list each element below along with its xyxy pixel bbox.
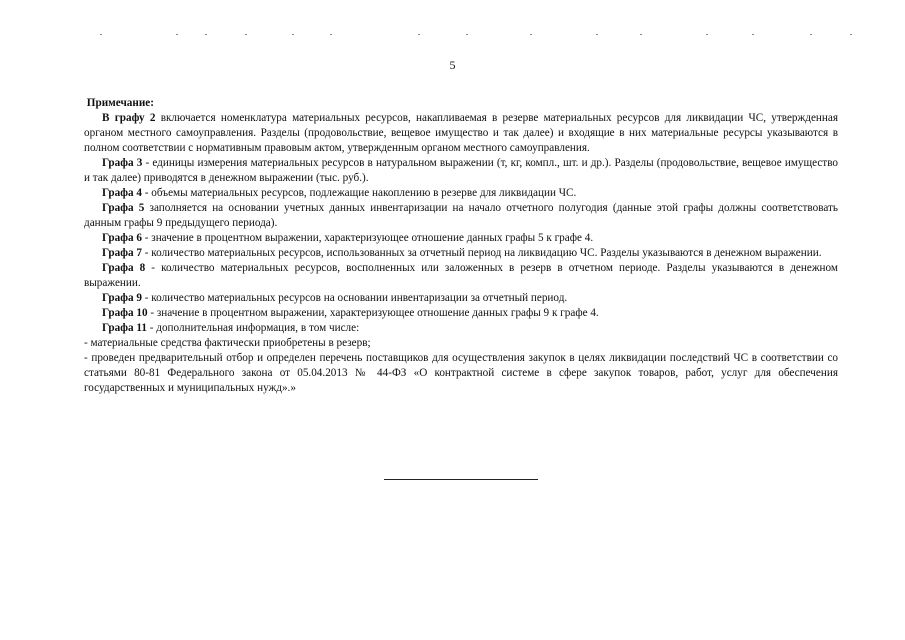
note-paragraph xyxy=(84,186,838,201)
paragraph-text: - единицы измерения материальных ресурсов в натуральном выражении (т, кг, компл., шт. и др.). Разделы (продовольствие, вещевое имущество и так далее) приводятся в денежном выражении (тыс. руб.). xyxy=(84,157,839,184)
column-reference: Графа 7 xyxy=(102,247,142,259)
note-paragraph xyxy=(84,261,838,291)
column-reference: В графу 2 xyxy=(102,112,156,124)
note-heading: Примечание: xyxy=(86,97,154,109)
column-reference: Графа 11 xyxy=(102,322,147,334)
page-number: 5 xyxy=(449,58,456,72)
paragraph-text: - объемы материальных ресурсов, подлежащие накоплению в резерве для ликвидации ЧС. xyxy=(141,187,577,199)
paragraph-text: - количество материальных ресурсов, восполненных или заложенных в резерв в отчетном периоде. Разделы указываются в денежном выражении. xyxy=(84,262,839,289)
closing-rule xyxy=(384,479,538,480)
paragraph-text: - проведен предварительный отбор и определен перечень поставщиков для осуществления закупок в целях ликвидации последствий ЧС в соответствии со статьями 80-81 Федерального закона от 05.04.2013 № 44-ФЗ «О контрактной системе в сфере закупок товаров, работ, услуг для обеспечения государственных и муниципальных нужд».» xyxy=(84,352,838,394)
paragraph-text: включается номенклатура материальных ресурсов, накапливаемая в резерве материальных ресурсов для ликвидации ЧС, утвержденная органом местного самоуправления. Разделы (продовольствие, вещевое имущество и так далее) и входящие в них материальные ресурсы указываются в полном соответствии с нормативным правовым актом, утвержденным органом местного самоуправления. xyxy=(84,112,838,154)
note-paragraph xyxy=(84,231,838,246)
column-reference: Графа 6 xyxy=(102,232,142,244)
paragraph-text: - значение в процентном выражении, характеризующее отношение данных графы 5 к графе 4. xyxy=(141,232,594,244)
note-paragraph xyxy=(84,291,838,306)
paragraph-text: заполняется на основании учетных данных инвентаризации на начало отчетного полугодия (данные этой графы должны соответствовать данным графы 9 предыдущего периода). xyxy=(84,202,838,229)
column-reference: Графа 10 xyxy=(102,307,148,319)
note-paragraph xyxy=(84,351,838,396)
column-reference: Графа 8 xyxy=(102,262,146,274)
note-paragraph xyxy=(84,336,838,351)
paragraph-text: - количество материальных ресурсов, использованных за отчетный период на ликвидацию ЧС. Разделы указываются в денежном выражении. xyxy=(141,247,822,259)
column-reference: Графа 4 xyxy=(102,187,142,199)
paragraph-text: - дополнительная информация, в том числе: xyxy=(146,322,360,334)
column-reference: Графа 9 xyxy=(102,292,142,304)
note-paragraph xyxy=(84,111,838,156)
note-paragraph xyxy=(84,201,838,231)
note-paragraph xyxy=(84,156,838,186)
note-paragraph xyxy=(84,321,838,336)
paragraph-text: - материальные средства фактически приобретены в резерв; xyxy=(84,337,371,349)
column-reference: Графа 5 xyxy=(102,202,145,214)
paragraph-text: - значение в процентном выражении, характеризующее отношение данных графы 9 к графе 4. xyxy=(147,307,599,319)
scan-artifacts xyxy=(0,34,905,40)
note-section xyxy=(84,96,838,396)
column-reference: Графа 3 xyxy=(102,157,143,169)
paragraph-text: - количество материальных ресурсов на основании инвентаризации за отчетный период. xyxy=(141,292,568,304)
note-paragraph xyxy=(84,246,838,261)
note-paragraphs xyxy=(84,111,838,396)
note-paragraph xyxy=(84,306,838,321)
